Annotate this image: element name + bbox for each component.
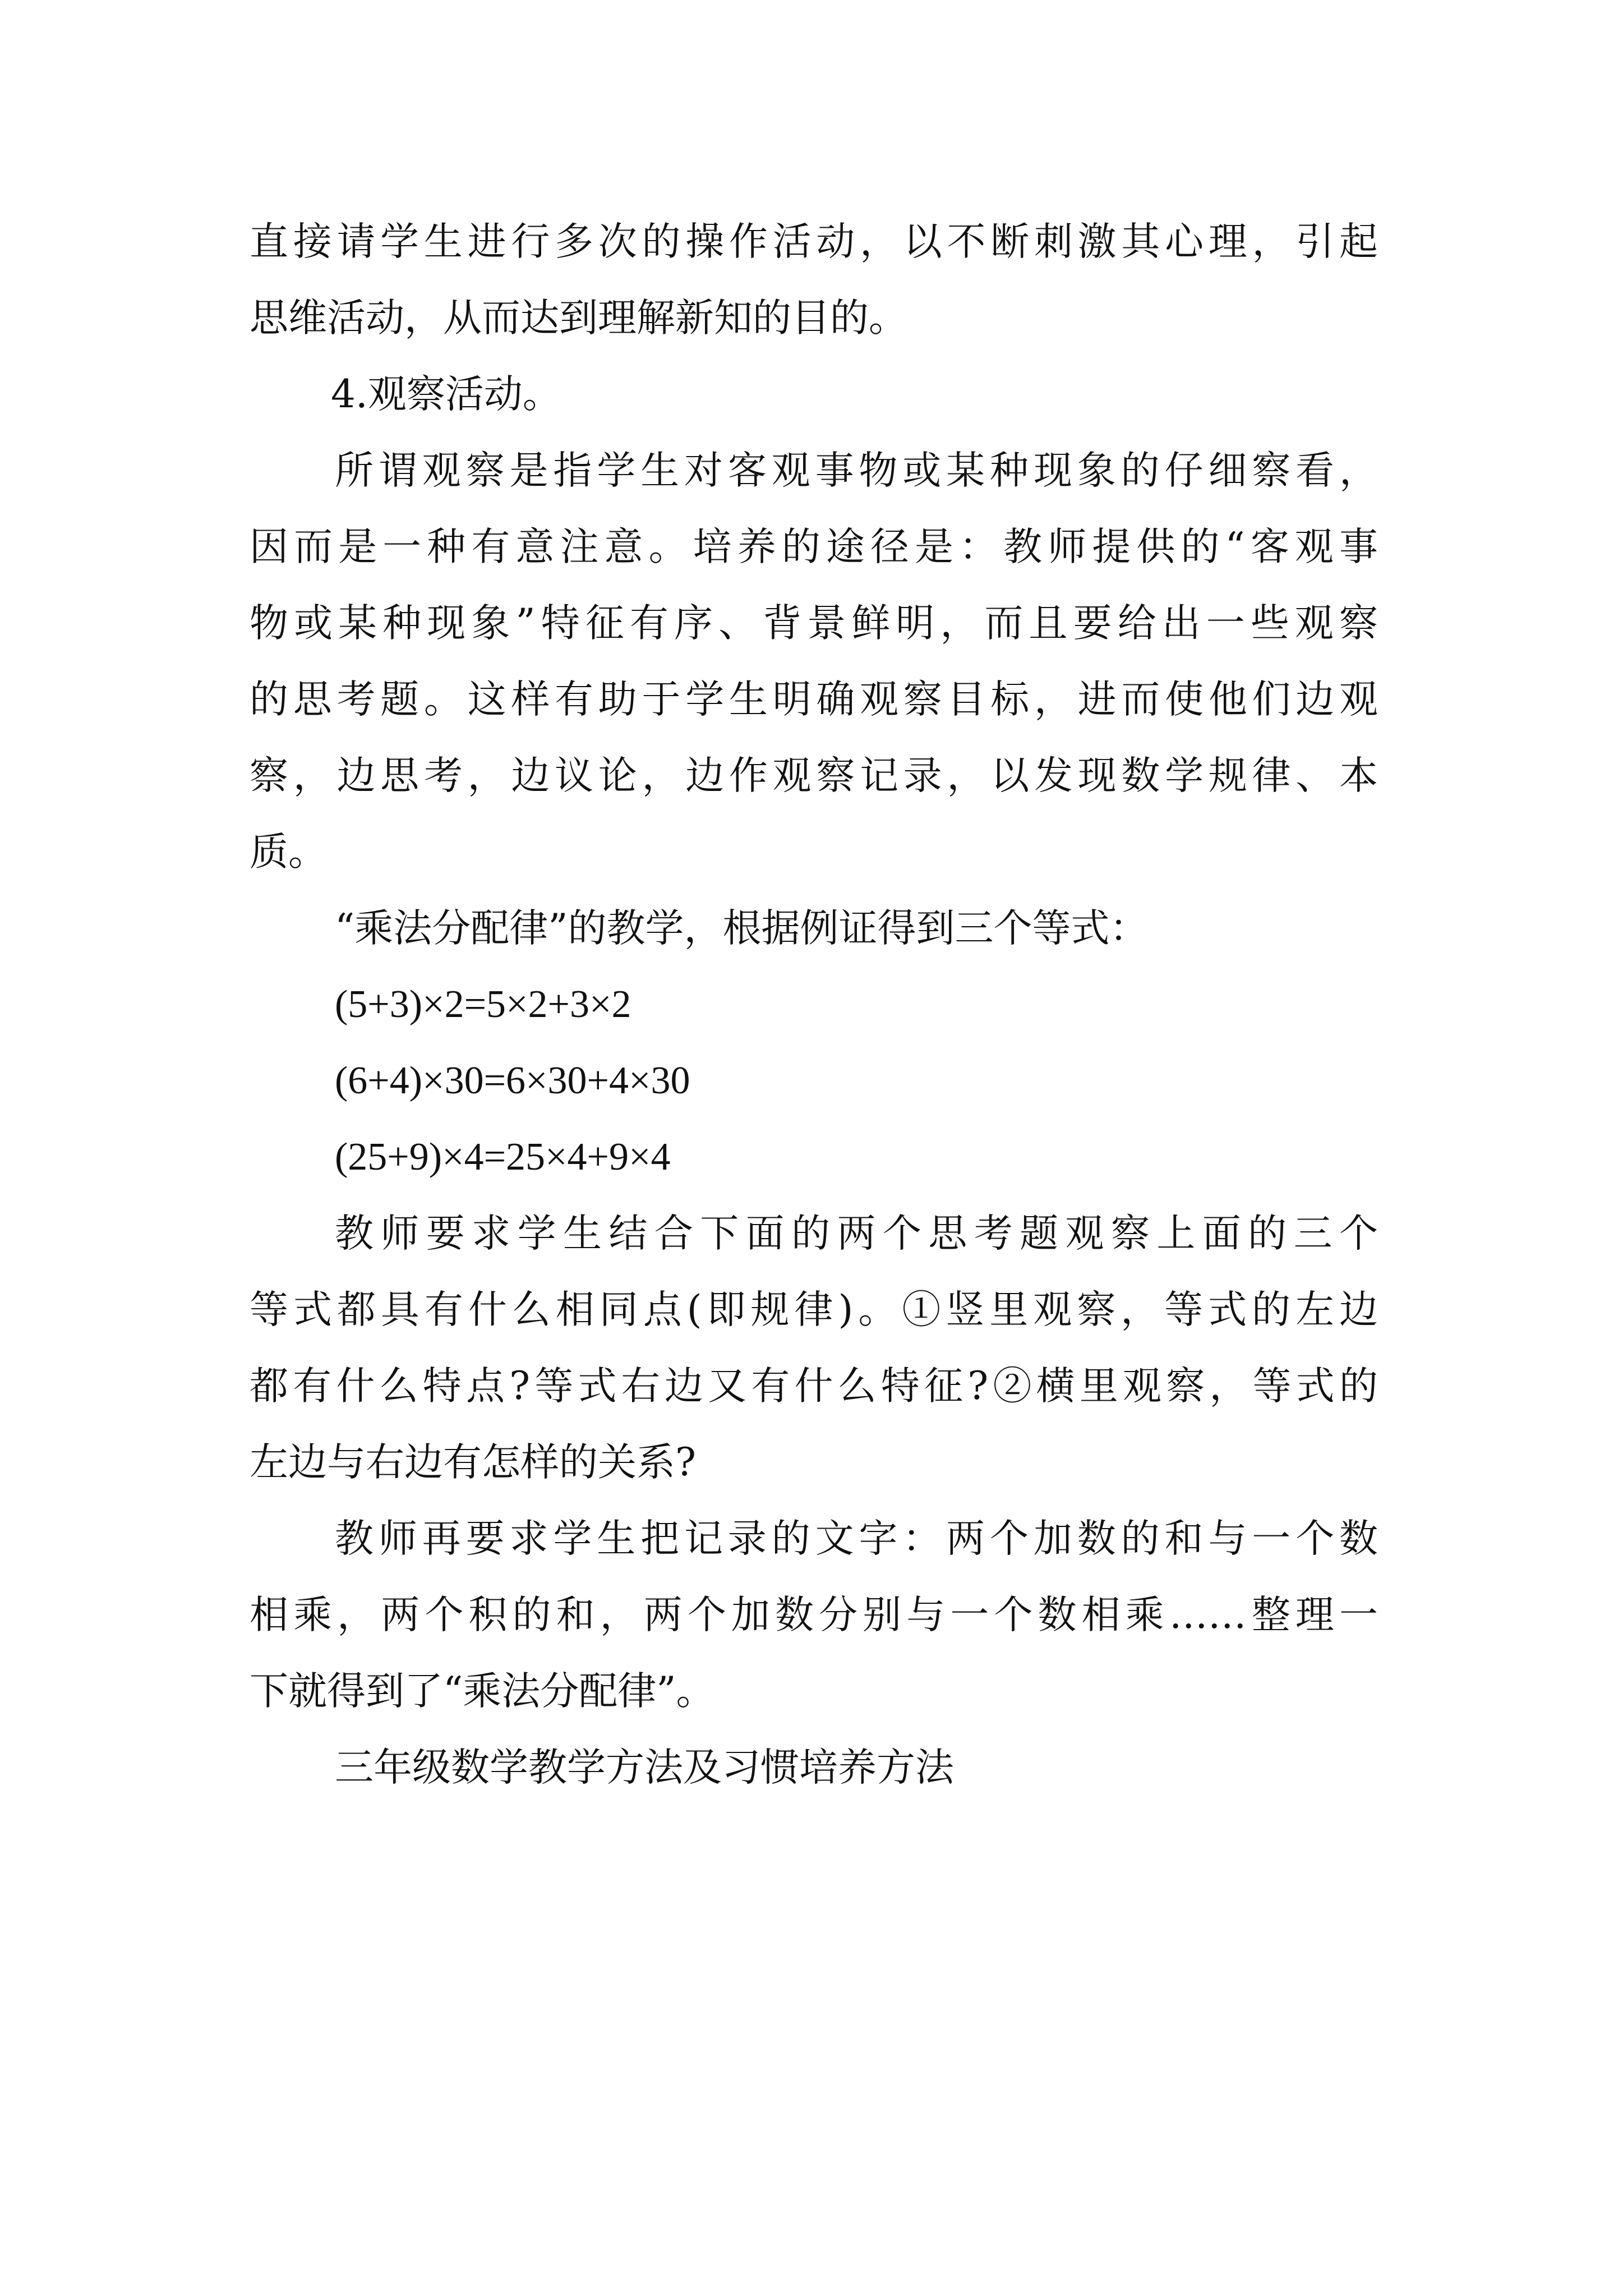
equation-line: (5+3)×2=5×2+3×2 — [335, 983, 631, 1026]
paragraph-line: 都有什么特点?等式右边又有什么特征?②横里观察，等式的 — [250, 1364, 1378, 1409]
paragraph-line: 的思考题。这样有助于学生明确观察目标，进而使他们边观 — [250, 677, 1378, 722]
section-heading: 三年级数学教学方法及习惯培养方法 — [335, 1745, 954, 1790]
paragraph-line: 思维活动，从而达到理解新知的目的。 — [250, 296, 907, 341]
paragraph-line: 物或某种现象”特征有序、背景鲜明，而且要给出一些观察 — [250, 601, 1378, 646]
paragraph-line: 所谓观察是指学生对客观事物或某种现象的仔细察看， — [335, 448, 1378, 493]
paragraph-line: 相乘，两个积的和，两个加数分别与一个数相乘……整理一 — [250, 1593, 1378, 1637]
equation-line: (6+4)×30=6×30+4×30 — [335, 1059, 690, 1102]
equation-line: (25+9)×4=25×4+9×4 — [335, 1135, 671, 1179]
section-heading: 4.观察活动。 — [331, 372, 561, 417]
paragraph-line: 左边与右边有怎样的关系? — [250, 1440, 696, 1485]
paragraph-line: 下就得到了“乘法分配律”。 — [250, 1669, 715, 1714]
paragraph-line: “乘法分配律”的教学，根据例证得到三个等式： — [335, 906, 1149, 951]
paragraph-line: 因而是一种有意注意。培养的途径是：教师提供的“客观事 — [250, 524, 1378, 569]
paragraph-line: 直接请学生进行多次的操作活动，以不断刺激其心理，引起 — [250, 219, 1378, 264]
paragraph-line: 教师要求学生结合下面的两个思考题观察上面的三个 — [335, 1211, 1378, 1256]
paragraph-line: 质。 — [250, 830, 327, 875]
paragraph-line: 察，边思考，边议论，边作观察记录，以发现数学规律、本 — [250, 753, 1378, 798]
paragraph-line: 等式都具有什么相同点(即规律)。①竖里观察，等式的左边 — [250, 1287, 1378, 1332]
paragraph-line: 教师再要求学生把记录的文字：两个加数的和与一个数 — [335, 1516, 1378, 1561]
